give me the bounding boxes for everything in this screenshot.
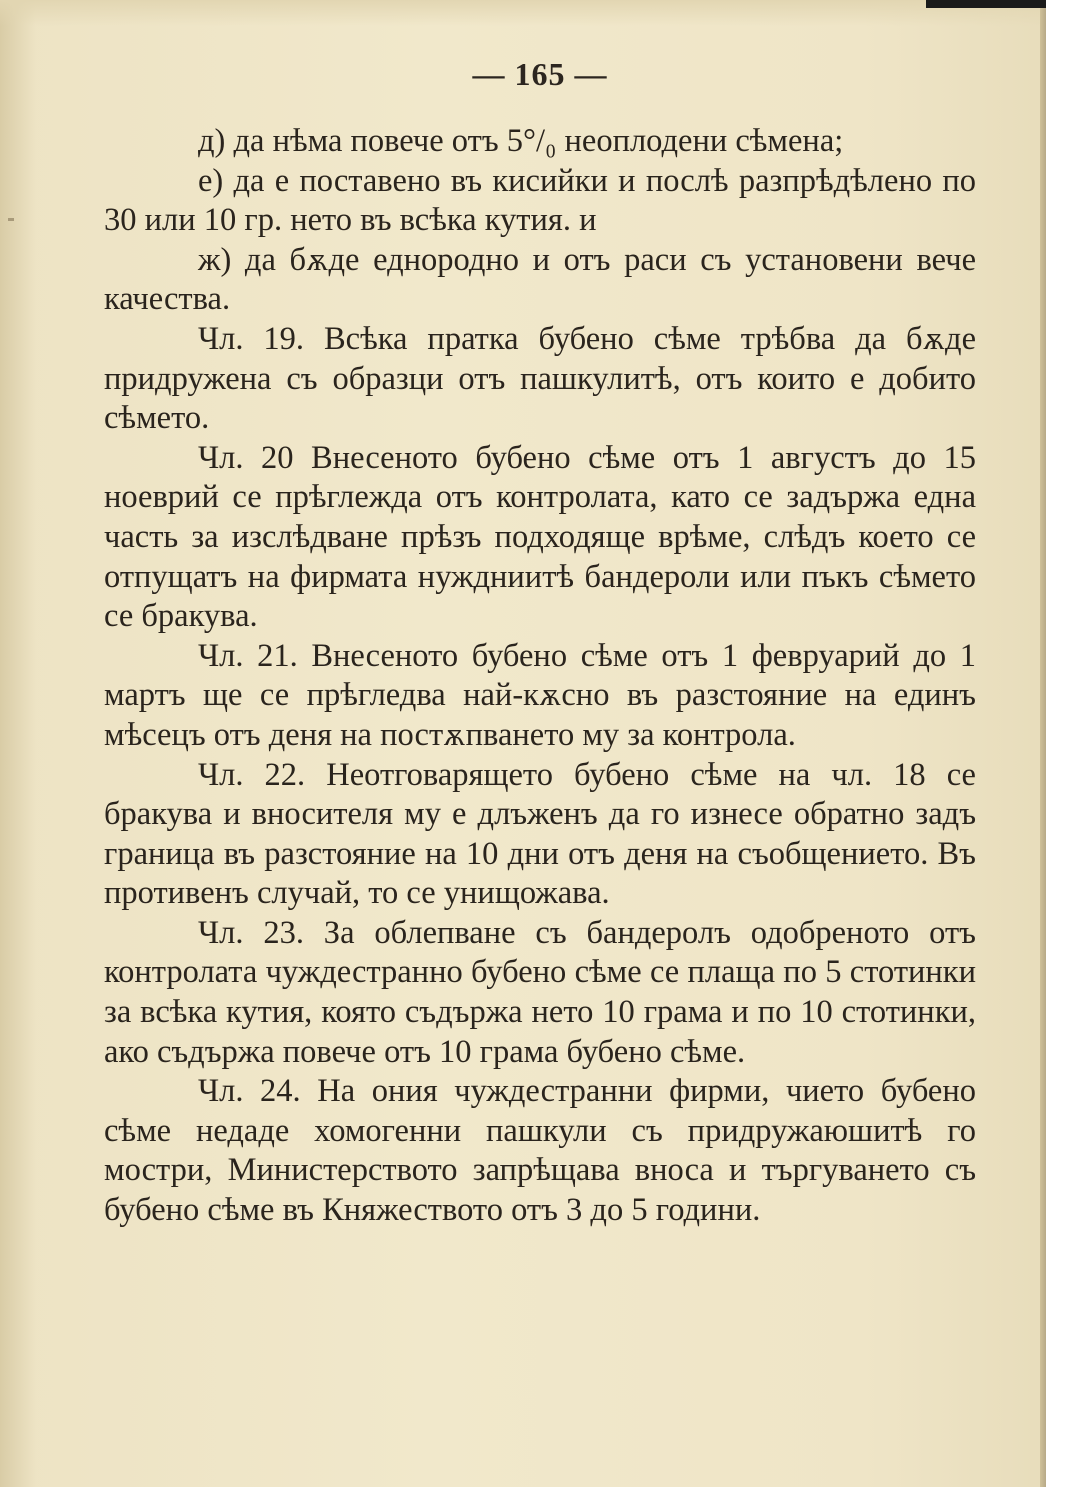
scan-edge-mark (926, 0, 1046, 8)
article-20: Чл. 20 Внесеното бубено сѣме отъ 1 августъ до 15 ноеврий се прѣглежда отъ контролата, като се задържа една часть за изслѣдване прѣзъ подходяще врѣме, слѣдъ което се отпущатъ на фирмата нуждниитѣ бандероли или пъкъ сѣмето се бракува. (104, 439, 976, 635)
article-22: Чл. 22. Неотговарящето бубено сѣме на чл. 18 се бракува и вносителя му е длъженъ да го изнесе обратно задъ граница въ разстояние на 10 дни отъ деня на съобщението. Въ противенъ случай, то се унищожава. (104, 756, 976, 912)
paragraph-d: д) да нѣма повече отъ 5°/₀ неоплодени сѣмена; (198, 123, 844, 159)
page-right-margin (1046, 0, 1080, 1487)
article-19: Чл. 19. Всѣка пратка бубено сѣме трѣбва да бѫде придружена съ образци отъ пашкулитѣ, отъ които е добито сѣмето. (104, 320, 976, 437)
page-left-shadow (0, 0, 36, 1487)
page-top-shadow (0, 0, 1080, 26)
article-21: Чл. 21. Внесеното бубено сѣме отъ 1 февруарий до 1 мартъ ще се прѣгледва най-кѫсно въ разстояние на единъ мѣсецъ отъ деня на постѫпването му за контрола. (104, 637, 976, 753)
article-23: Чл. 23. За облепване съ бандеролъ одобреното отъ контролата чуждестранно бубено сѣме се плаща по 5 стотинки за всѣка кутия, която съдържа нето 10 грама и по 10 стотинки, ако съдържа повече отъ 10 грама бубено сѣме. (104, 914, 976, 1070)
body-text (104, 122, 976, 1231)
article-24: Чл. 24. На ония чуждестранни фирми, чието бубено сѣме недаде хомогенни пашкули съ придружаюшитѣ го мостри, Министерството запрѣщава вноса и търгуването съ бубено сѣме въ Княжеството отъ 3 до 5 години. (104, 1073, 976, 1229)
paragraph-e: е) да е поставено въ кисийки и послѣ разпрѣдѣлено по 30 или 10 гр. нето въ всѣка кутия. и (104, 162, 976, 239)
margin-speck (8, 218, 14, 221)
paragraph-zh: ж) да бѫде еднородно и отъ раси съ установени вече качества. (104, 241, 976, 318)
page-number: — 165 — (472, 56, 608, 92)
